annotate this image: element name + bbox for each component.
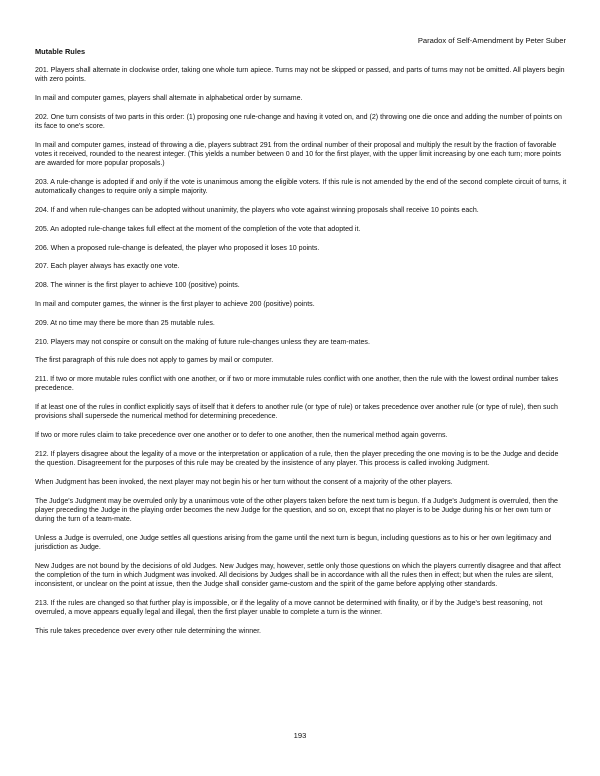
rule-212-consent-clause: When Judgment has been invoked, the next player may not begin his or her turn without the consent of a majority of the other players. [35, 478, 453, 486]
rule-211-deferral-clause: If at least one of the rules in conflict explicitly says of itself that it defers to another rule (or type of rule) or takes precedence over another rule (or type of rule), then such provisions shall supersede the numerical method for determining precedence. [35, 404, 558, 421]
rule-211: 211. If two or more mutable rules conflict with one another, or if two or more immutable rules conflict with one another, then the rule with the lowest ordinal number takes precedence. [35, 376, 559, 393]
rule-213-precedence-note: This rule takes precedence over every other rule determining the winner. [35, 628, 262, 636]
rule-210: 210. Players may not conspire or consult on the making of future rule-changes unless they are team-mates. [35, 338, 370, 346]
rule-202-mail-note: In mail and computer games, instead of throwing a die, players subtract 291 from the ordinal number of their proposal and multiply the result by the fraction of favorable votes it received, rounded to the nearest integer. (This yields a number between 0 and 10 for the first player, with the upper limit increasing by one each turn; more points are awarded for more popular proposals.) [35, 141, 562, 168]
rule-211-conflict-clause: If two or more rules claim to take precedence over one another or to defer to one another, then the numerical method again governs. [35, 432, 448, 440]
rule-212-new-judges-clause: New Judges are not bound by the decisions of old Judges. New Judges may, however, settle only those questions on which the players currently disagree and that affect the completion of the turn in which Judgment was invoked. All decisions by Judges shall be in accordance with all the rules then in effect; but when the rules are silent, inconsistent, or unclear on the point at issue, then the Judge shall consider game-custom and the spirit of the game before applying other standards. [35, 562, 561, 589]
rule-205: 205. An adopted rule-change takes full effect at the moment of the completion of the vote that adopted it. [35, 225, 361, 233]
rule-208: 208. The winner is the first player to achieve 100 (positive) points. [35, 282, 240, 290]
rule-213: 213. If the rules are changed so that further play is impossible, or if the legality of a move cannot be determined with finality, or if by the Judge's best reasoning, not overruled, a move appears equally legal and illegal, then the first player unable to complete a turn is the winner. [35, 600, 543, 617]
rule-212-overrule-clause: The Judge's Judgment may be overruled only by a unanimous vote of the other players taken before the next turn is begun. If a Judge's Judgment is overruled, then the player preceding the Judge in the playing order becomes the new Judge for the question, and so on, except that no player is to be Judge during his or her own turn or during the turn of a team-mate. [35, 497, 558, 524]
rule-203: 203. A rule-change is adopted if and only if the vote is unanimous among the eligible voters. If this rule is not amended by the end of the second complete circuit of turns, it automatically changes to require only a simple majority. [35, 179, 567, 196]
rule-202: 202. One turn consists of two parts in this order: (1) proposing one rule-change and having it voted on, and (2) throwing one die once and adding the number of points on its face to one's score. [35, 113, 562, 130]
page-content [35, 47, 567, 646]
page-number: 193 [293, 731, 307, 740]
rule-212: 212. If players disagree about the legality of a move or the interpretation or application of a rule, then the player preceding the one moving is to be the Judge and decide the question. Disagreement for the purposes of this rule may be created by the insistence of any player. This process is called invoking Judgment. [35, 450, 559, 468]
running-head: Paradox of Self-Amendment by Peter Suber [417, 36, 566, 45]
rule-208-mail-note: In mail and computer games, the winner is the first player to achieve 200 (positive) points. [35, 300, 315, 308]
rule-210-mail-note: The first paragraph of this rule does not apply to games by mail or computer. [35, 357, 274, 365]
rule-206: 206. When a proposed rule-change is defeated, the player who proposed it loses 10 points. [35, 244, 320, 252]
rule-204: 204. If and when rule-changes can be adopted without unanimity, the players who vote against winning proposals shall receive 10 points each. [35, 207, 479, 214]
rule-201-mail-note: In mail and computer games, players shall alternate in alphabetical order by surname. [35, 95, 303, 102]
rule-209: 209. At no time may there be more than 25 mutable rules. [35, 319, 215, 327]
rule-201: 201. Players shall alternate in clockwise order, taking one whole turn apiece. Turns may not be skipped or passed, and parts of turns may not be omitted. All players begin with zero points. [35, 67, 565, 84]
rule-207: 207. Each player always has exactly one vote. [35, 263, 180, 271]
section-heading: Mutable Rules [35, 47, 86, 56]
rule-212-jurisdiction-clause: Unless a Judge is overruled, one Judge settles all questions arising from the game until the next turn is begun, including questions as to his or her own legitimacy and jurisdiction as Judge. [35, 534, 552, 552]
